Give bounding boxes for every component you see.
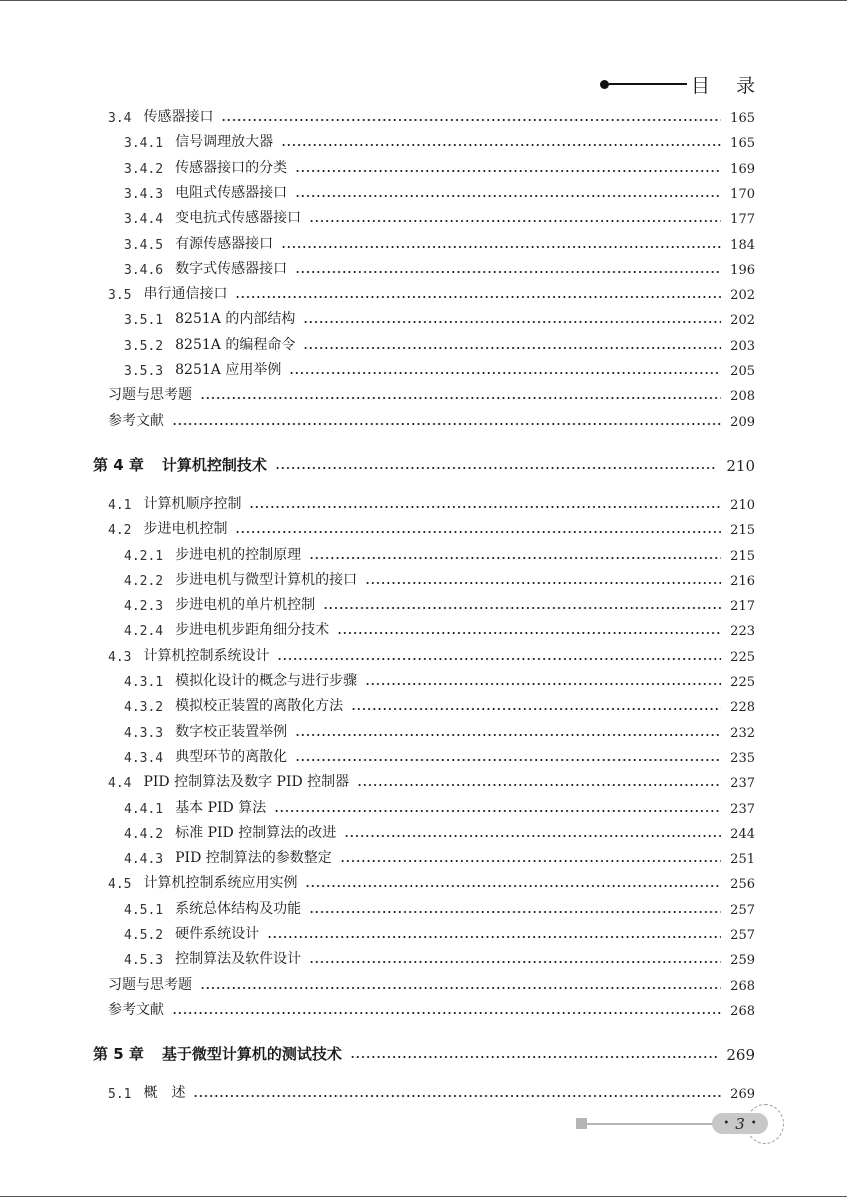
- entry-title: 控制算法及软件设计: [175, 951, 302, 968]
- entry-title: 步进电机的控制原理: [175, 546, 302, 563]
- section-number: 4.4: [108, 776, 132, 792]
- leader-dots: [337, 632, 721, 634]
- entry-title: 概 述: [143, 1085, 186, 1102]
- toc-entry-row: [0, 306, 847, 328]
- leader-dots: [295, 195, 721, 197]
- entry-title: 传感器接口的分类: [175, 159, 288, 176]
- page-number-badge: [712, 1113, 768, 1134]
- page-number-bullet-right: •: [750, 1118, 757, 1129]
- page-ref: 235: [730, 750, 755, 766]
- entry-title: 数字式传感器接口: [175, 260, 288, 277]
- section-number: 3.5.3: [124, 364, 164, 379]
- section-number: 4.5.3: [124, 953, 164, 969]
- section-number: 4.4.1: [124, 801, 164, 817]
- page-ref: 244: [730, 826, 755, 842]
- section-number: 3.5: [108, 288, 132, 304]
- chapter-number: 第 5 章: [93, 1045, 144, 1064]
- entry-title: 计算机控制系统应用实例: [143, 875, 298, 892]
- section-number: 3.5.1: [124, 313, 164, 329]
- section-number: 3.4.5: [124, 237, 164, 253]
- page-ref: 196: [730, 262, 755, 278]
- section-number: 3.4.6: [124, 262, 164, 278]
- toc-entry-row: [0, 104, 847, 126]
- leader-dots: [295, 759, 721, 761]
- section-number: 4.2.2: [124, 573, 164, 589]
- entry-title: 基本 PID 算法: [175, 799, 267, 816]
- leader-dots: [365, 683, 721, 685]
- toc-entry-row: [0, 180, 847, 202]
- section-number: 4.2.4: [124, 624, 164, 640]
- toc-entry-row: [0, 1080, 847, 1102]
- leader-dots: [295, 734, 721, 736]
- leader-dots: [365, 582, 721, 584]
- entry-title: 变电抗式传感器接口: [175, 210, 302, 227]
- page-ref: 184: [730, 237, 755, 253]
- footer-square-icon: [576, 1118, 587, 1129]
- section-number: 3.5.2: [124, 338, 164, 354]
- page-ref: 269: [730, 1087, 755, 1103]
- leader-dots: [309, 557, 721, 559]
- toc-entry-row: [0, 129, 847, 151]
- leader-dots: [350, 1056, 717, 1058]
- toc-entry-row: [0, 795, 847, 817]
- leader-dots: [340, 860, 721, 862]
- leader-dots: [249, 506, 721, 508]
- toc-misc-row: [0, 972, 847, 994]
- entry-title: 传感器接口: [143, 109, 214, 125]
- section-number: 3.4: [108, 111, 132, 126]
- leader-dots: [274, 810, 721, 812]
- entry-title: 模拟化设计的概念与进行步骤: [175, 673, 358, 689]
- page-ref: 216: [730, 573, 755, 589]
- page-ref: 268: [730, 1003, 755, 1019]
- page-ref: 256: [730, 877, 755, 893]
- header-title: 目 录: [690, 74, 765, 97]
- toc-entry-row: [0, 870, 847, 892]
- entry-title: 步进电机控制: [143, 521, 228, 538]
- section-number: 4.4.2: [124, 826, 164, 842]
- page-ref: 228: [730, 700, 755, 716]
- leader-dots: [172, 1012, 721, 1014]
- entry-title: 系统总体结构及功能: [175, 900, 302, 917]
- leader-dots: [267, 936, 721, 938]
- leader-dots: [295, 271, 721, 273]
- toc-chapter-row: [0, 1038, 847, 1064]
- toc-entry-row: [0, 820, 847, 842]
- entry-title: 数字校正装置举例: [175, 723, 288, 740]
- leader-dots: [200, 397, 721, 399]
- leader-dots: [303, 347, 721, 349]
- section-number: 4.3.2: [124, 700, 164, 716]
- page-ref: 165: [730, 111, 755, 126]
- entry-title: 标准 PID 控制算法的改进: [175, 824, 337, 841]
- page-ref: 210: [730, 497, 755, 513]
- chapter-title: 计算机控制技术: [161, 455, 267, 474]
- page-ref: 225: [730, 649, 755, 665]
- footer-rule: [587, 1123, 715, 1125]
- leader-dots: [305, 885, 721, 887]
- leader-dots: [281, 144, 721, 146]
- section-number: 4.3.3: [124, 725, 164, 741]
- leader-dots: [221, 119, 721, 121]
- entry-title: 计算机顺序控制: [143, 495, 242, 512]
- toc-entry-row: [0, 205, 847, 227]
- entry-title: 典型环节的离散化: [175, 748, 288, 765]
- leader-dots: [295, 170, 721, 172]
- entry-title: PID 控制算法及数字 PID 控制器: [143, 774, 350, 791]
- leader-dots: [172, 423, 721, 425]
- page-ref: 205: [730, 364, 755, 379]
- entry-title: 8251A 的编程命令: [175, 336, 296, 353]
- section-number: 4.3: [108, 649, 132, 665]
- toc-entry-row: [0, 921, 847, 943]
- toc-entry-row: [0, 845, 847, 867]
- toc-entry-row: [0, 231, 847, 253]
- page-ref: 208: [730, 389, 755, 405]
- section-number: 3.4.4: [124, 212, 164, 228]
- entry-title: 8251A 应用举例: [175, 362, 282, 378]
- toc-entry-row: [0, 643, 847, 665]
- section-number: 4.2.1: [124, 548, 164, 564]
- toc-entry-row: [0, 617, 847, 639]
- entry-title: 参考文献: [108, 412, 164, 429]
- toc-entry-row: [0, 332, 847, 354]
- section-number: 4.5.1: [124, 902, 164, 918]
- entry-title: 参考文献: [108, 1001, 164, 1018]
- page-ref: 215: [730, 523, 755, 539]
- page-ref: 170: [730, 186, 755, 202]
- toc-entry-row: [0, 744, 847, 766]
- chapter-title: 基于微型计算机的测试技术: [161, 1045, 342, 1064]
- toc-misc-row: [0, 997, 847, 1019]
- page-ref: 217: [730, 599, 755, 615]
- toc-entry-row: [0, 542, 847, 564]
- page-ref: 251: [730, 852, 755, 868]
- toc-entry-row: [0, 516, 847, 538]
- toc-entry-row: [0, 693, 847, 715]
- entry-title: 信号调理放大器: [175, 134, 274, 151]
- toc-entry-row: [0, 256, 847, 278]
- toc-entry-row: [0, 668, 847, 690]
- section-number: 5.1: [108, 1087, 132, 1103]
- section-number: 4.3.4: [124, 750, 164, 766]
- toc-entry-row: [0, 896, 847, 918]
- page-ref: 169: [730, 161, 755, 177]
- leader-dots: [344, 835, 721, 837]
- page-ref: 268: [730, 978, 755, 994]
- page-ref: 237: [730, 801, 755, 817]
- page-ref: 259: [730, 953, 755, 969]
- section-number: 4.3.1: [124, 675, 164, 690]
- toc-entry-row: [0, 567, 847, 589]
- toc-entry-row: [0, 281, 847, 303]
- entry-title: 串行通信接口: [143, 286, 228, 303]
- leader-dots: [281, 246, 721, 248]
- section-number: 4.2: [108, 523, 132, 539]
- page-ref: 202: [730, 313, 755, 329]
- page-ref: 223: [730, 624, 755, 640]
- section-number: 4.5.2: [124, 928, 164, 943]
- page-ref: 203: [730, 338, 755, 354]
- toc-chapter-row: [0, 449, 847, 475]
- entry-title: 电阻式传感器接口: [175, 184, 288, 201]
- leader-dots: [309, 911, 721, 913]
- page-number: 3: [735, 1114, 745, 1133]
- entry-title: 习题与思考题: [108, 387, 192, 404]
- section-number: 4.2.3: [124, 599, 164, 615]
- toc-entry-row: [0, 155, 847, 177]
- entry-title: 有源传感器接口: [175, 235, 274, 252]
- page-ref: 237: [730, 776, 755, 792]
- toc-misc-row: [0, 382, 847, 404]
- entry-title: 步进电机与微型计算机的接口: [175, 571, 358, 588]
- leader-dots: [303, 321, 721, 323]
- page-ref: 257: [730, 902, 755, 918]
- page-ref: 209: [730, 414, 755, 430]
- entry-title: PID 控制算法的参数整定: [175, 850, 332, 867]
- page-ref: 269: [726, 1046, 755, 1065]
- leader-dots: [309, 961, 721, 963]
- toc-entry-row: [0, 357, 847, 379]
- entry-title: 硬件系统设计: [175, 926, 260, 942]
- leader-dots: [289, 372, 721, 374]
- entry-title: 步进电机步距角细分技术: [175, 622, 330, 639]
- entry-title: 8251A 的内部结构: [175, 311, 296, 328]
- entry-title: 模拟校正装置的离散化方法: [175, 698, 344, 715]
- section-number: 3.4.2: [124, 161, 164, 177]
- toc-entry-row: [0, 769, 847, 791]
- leader-dots: [323, 607, 721, 609]
- page-ref: 177: [730, 212, 755, 228]
- toc-entry-row: [0, 491, 847, 513]
- leader-dots: [235, 296, 721, 298]
- toc-entry-row: [0, 719, 847, 741]
- page-ref: 202: [730, 288, 755, 304]
- toc-entry-row: [0, 592, 847, 614]
- leader-dots: [235, 531, 721, 533]
- toc-misc-row: [0, 408, 847, 430]
- page-ref: 232: [730, 725, 755, 741]
- page-ref: 165: [730, 136, 755, 152]
- entry-title: 计算机控制系统设计: [143, 647, 270, 664]
- section-number: 4.5: [108, 877, 132, 893]
- leader-dots: [193, 1095, 721, 1097]
- leader-dots: [357, 784, 721, 786]
- bottom-border-rule: [0, 1196, 847, 1197]
- entry-title: 习题与思考题: [108, 976, 192, 993]
- leader-dots: [277, 658, 721, 660]
- leader-dots: [351, 708, 721, 710]
- section-number: 4.4.3: [124, 852, 164, 868]
- page-ref: 257: [730, 928, 755, 943]
- page-ref: 215: [730, 548, 755, 564]
- section-number: 3.4.3: [124, 186, 164, 202]
- page-number-bullet-left: •: [723, 1118, 730, 1129]
- entry-title: 步进电机的单片机控制: [175, 597, 316, 614]
- toc-entry-row: [0, 946, 847, 968]
- chapter-number: 第 4 章: [93, 455, 144, 474]
- page-ref: 225: [730, 675, 755, 690]
- leader-dots: [200, 987, 721, 989]
- section-number: 4.1: [108, 497, 132, 513]
- section-number: 3.4.1: [124, 136, 164, 152]
- leader-dots: [309, 220, 721, 222]
- page-ref: 210: [726, 456, 755, 475]
- leader-dots: [275, 467, 717, 469]
- page-footer: [576, 1104, 786, 1148]
